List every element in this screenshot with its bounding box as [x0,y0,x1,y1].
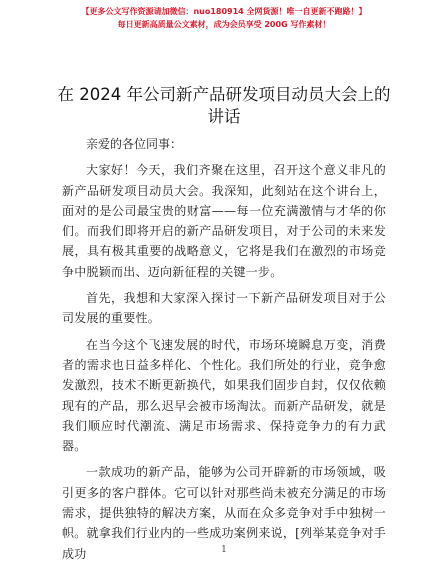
promo-banner [0,6,448,31]
paragraph-4: 一款成功的新产品，能够为公司开辟新的市场领域，吸引更多的客户群体。它可以针对那些尚未被充分满足的市场需求，提供独特的解决方案，从而在众多竞争对手中独树一帜。就拿我们行业内的一些成功案例来说，[列举某竞争对手成功 [62,465,386,561]
document-body [62,134,386,564]
page-number: 1 [221,545,227,555]
paragraph-3: 在当今这个飞速发展的时代，市场环境瞬息万变，消费者的需求也日益多样化、个性化。我们所处的行业，竞争愈发激烈，技术不断更新换代，如果我们固步自封，仅仅依赖现有的产品，那么迟早会被市场淘汰。而新产品研发，就是我们顺应时代潮流、满足市场需求、保持竞争力的有力武器。 [62,337,386,454]
paragraph-2: 首先，我想和大家深入探讨一下新产品研发项目对于公司发展的重要性。 [62,291,386,326]
document-title: 在 2024 年公司新产品研发项目动员大会上的讲话 [57,85,391,126]
promo-banner-line-2: 每日更新高质量公文素材，成为会员享受 200G 写作素材！ [117,20,331,29]
salutation: 亲爱的各位同事： [86,137,183,151]
promo-banner-line-1: 【更多公文写作资源请加微信：nuo180914 全网货源！唯一自更新不跑路！】 [81,7,367,16]
paragraph-1: 大家好！今天，我们齐聚在这里，召开这个意义非凡的新产品研发项目动员大会。我深知，此刻站在这个讲台上，面对的是公司最宝贵的财富——每一位充满激情与才华的你们。而我们即将开启的新产品研发项目，对于公司的未来发展，具有极其重要的战略意义，它将是我们在激烈的市场竞争中脱颖而出、迈向新征程的关键一步。 [62,163,386,279]
